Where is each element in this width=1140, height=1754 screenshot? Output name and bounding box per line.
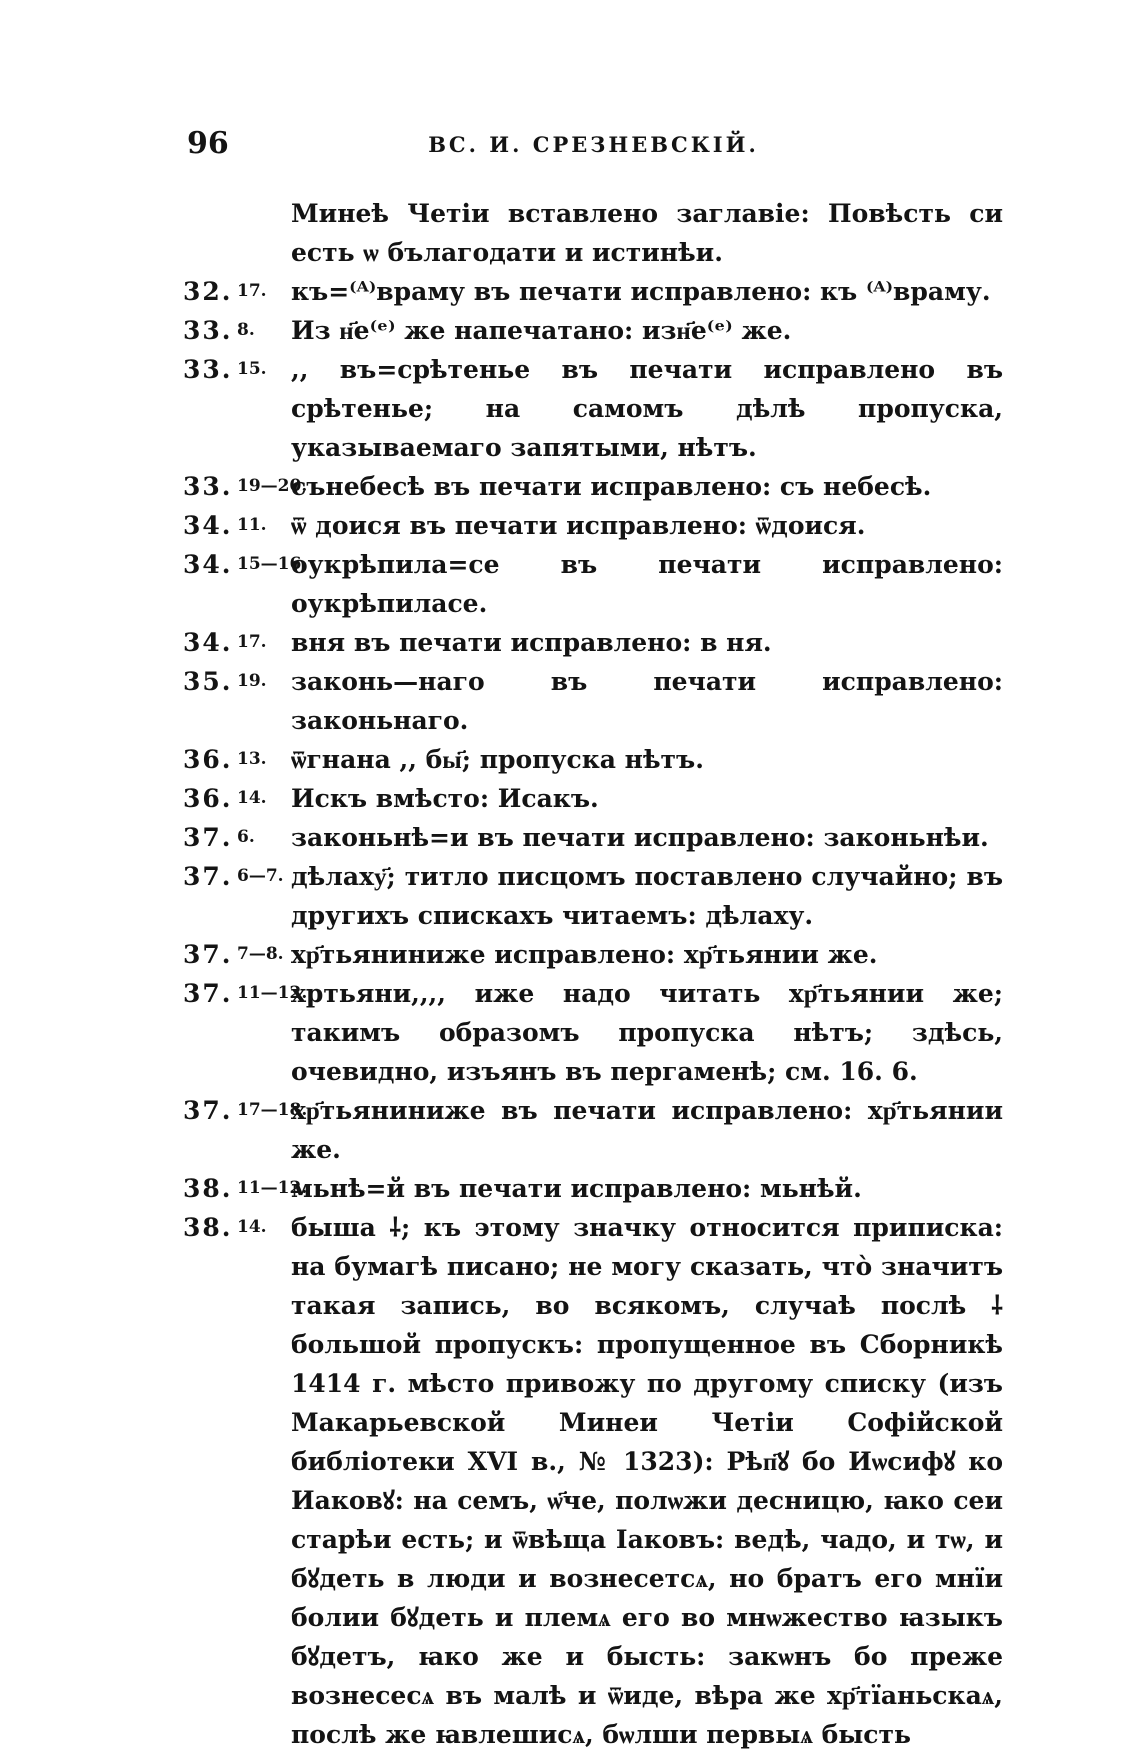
entry-text: мьнѣ=й въ печати исправлено: мьнѣй. (291, 1174, 862, 1203)
errata-entry (183, 974, 1003, 1091)
page-ref: 34. (183, 511, 233, 540)
errata-entry (183, 506, 1003, 545)
line-ref: 19. (237, 671, 267, 691)
page-ref: 38. (183, 1174, 233, 1203)
errata-entry (183, 779, 1003, 818)
entry-text: хр҃тьяниниже исправлено: хр҃тьянии же. (291, 940, 878, 969)
entry-text: Искъ вмѣсто: Исакъ. (291, 784, 599, 813)
entry-text: оукрѣпила=се въ печати исправлено: оукрѣпиласе. (291, 550, 1003, 618)
errata-entry (183, 623, 1003, 662)
errata-entry (183, 311, 1003, 350)
entry-text: сънебесѣ въ печати исправлено: съ небесѣ. (291, 472, 932, 501)
line-ref: 15—16. (237, 554, 308, 574)
entry-text: хртьяни,,,, иже надо читать хр҃тьянии же; такимъ образомъ пропуска нѣтъ; здѣсь, очевидно, изъянъ въ пергаменѣ; см. 16. 6. (291, 979, 1003, 1086)
page-ref: 37. (183, 1096, 233, 1125)
page-ref: 38. (183, 1213, 233, 1242)
errata-entry (183, 935, 1003, 974)
line-ref: 17. (237, 281, 267, 301)
errata-entry (183, 1208, 1003, 1754)
line-ref: 13. (237, 749, 267, 769)
entry-text: Минеѣ Четіи вставлено заглавіе: Повѣсть си есть ѡ бълагодати и истинѣи. (291, 199, 1003, 267)
errata-entry (183, 545, 1003, 623)
line-ref: 7—8. (237, 944, 284, 964)
entry-text: быша ⸸; къ этому значку относится приписка: на бумагѣ писано; не могу сказать, что̀ значитъ такая запись, во всякомъ, случаѣ послѣ ⸸ большой пропускъ: пропущенное въ Сборникѣ 1414 г. мѣсто привожу по другому списку (изъ Макарьевской Минеи Четіи Софійской библіотеки XVI в., № 1323): Рѣп҃ꙋ бо Иѡсифꙋ ко Иаковꙋ: на семъ, ѡ҃че, полѡжи десницю, ꙗко сеи старѣи есть; и ѿвѣща Іаковъ: ведѣ, чадо, и тѡ, и бꙋдеть в люди и вознесетсѧ, но братъ его мнїи болии бꙋдеть и племѧ его во мнѡжество ꙗзыкъ бꙋдетъ, ꙗко же и бысть: закѡнъ бо преже вознесесѧ въ малѣ и ѿиде, вѣра же хр҃тїаньскаѧ, послѣ же ꙗвлешисѧ, бѡлши первыѧ бысть (291, 1213, 1003, 1749)
page-number: 96 (187, 126, 229, 161)
running-head: ВС. И. СРЕЗНЕВСКІЙ. (428, 132, 759, 157)
line-ref: 11—12. (237, 1178, 308, 1198)
entry-text: вня въ печати исправлено: в ня. (291, 628, 772, 657)
errata-entry (183, 1169, 1003, 1208)
errata-entry (183, 740, 1003, 779)
entry-text: къ=⁽ᴬ⁾враму въ печати исправлено: къ ⁽ᴬ⁾враму. (291, 277, 991, 306)
line-ref: 6. (237, 827, 255, 847)
page-ref: 37. (183, 979, 233, 1008)
page-ref: 37. (183, 862, 233, 891)
line-ref: 17—18. (237, 1100, 308, 1120)
line-ref: 8. (237, 320, 255, 340)
page-ref: 33. (183, 316, 233, 345)
page-ref: 37. (183, 940, 233, 969)
errata-entry (183, 1091, 1003, 1169)
entry-text: ѿ доися въ печати исправлено: ѿдоися. (291, 511, 866, 540)
page-ref: 34. (183, 550, 233, 579)
errata-entry (183, 350, 1003, 467)
line-ref: 6—7. (237, 866, 284, 886)
line-ref: 14. (237, 788, 267, 808)
errata-entry (183, 857, 1003, 935)
page-ref: 34. (183, 628, 233, 657)
page-ref: 32. (183, 277, 233, 306)
page-ref: 36. (183, 784, 233, 813)
errata-entry (183, 662, 1003, 740)
line-ref: 11—12. (237, 983, 308, 1003)
line-ref: 11. (237, 515, 267, 535)
line-ref: 17. (237, 632, 267, 652)
page-ref: 37. (183, 823, 233, 852)
entry-text: хр҃тьяниниже въ печати исправлено: хр҃тьянии же. (291, 1096, 1003, 1164)
entry-text: законь—наго въ печати исправлено: законьнаго. (291, 667, 1003, 735)
line-ref: 14. (237, 1217, 267, 1237)
entry-continuation (183, 194, 1003, 272)
entry-text: Из н҃е⁽ᵉ⁾ же напечатано: изн҃е⁽ᵉ⁾ же. (291, 316, 792, 345)
errata-list (183, 194, 1003, 1754)
line-ref: 15. (237, 359, 267, 379)
entry-text: ѿгнана ,, бы҃; пропуска нѣтъ. (291, 745, 704, 774)
errata-entry (183, 467, 1003, 506)
errata-entry (183, 272, 1003, 311)
entry-text: дѣлаху҃; титло писцомъ поставлено случайно; въ другихъ спискахъ читаемъ: дѣлаху. (291, 862, 1003, 930)
entry-text: ,, въ=срѣтенье въ печати исправлено въ срѣтенье; на самомъ дѣлѣ пропуска, указываемаго запятыми, нѣтъ. (291, 355, 1003, 462)
entry-text: законьнѣ=и въ печати исправлено: законьнѣи. (291, 823, 989, 852)
page-header (187, 126, 1000, 166)
line-ref: 19—20. (237, 476, 308, 496)
page-ref: 36. (183, 745, 233, 774)
errata-entry (183, 818, 1003, 857)
page-ref: 33. (183, 355, 233, 384)
page-ref: 35. (183, 667, 233, 696)
page-ref: 33. (183, 472, 233, 501)
